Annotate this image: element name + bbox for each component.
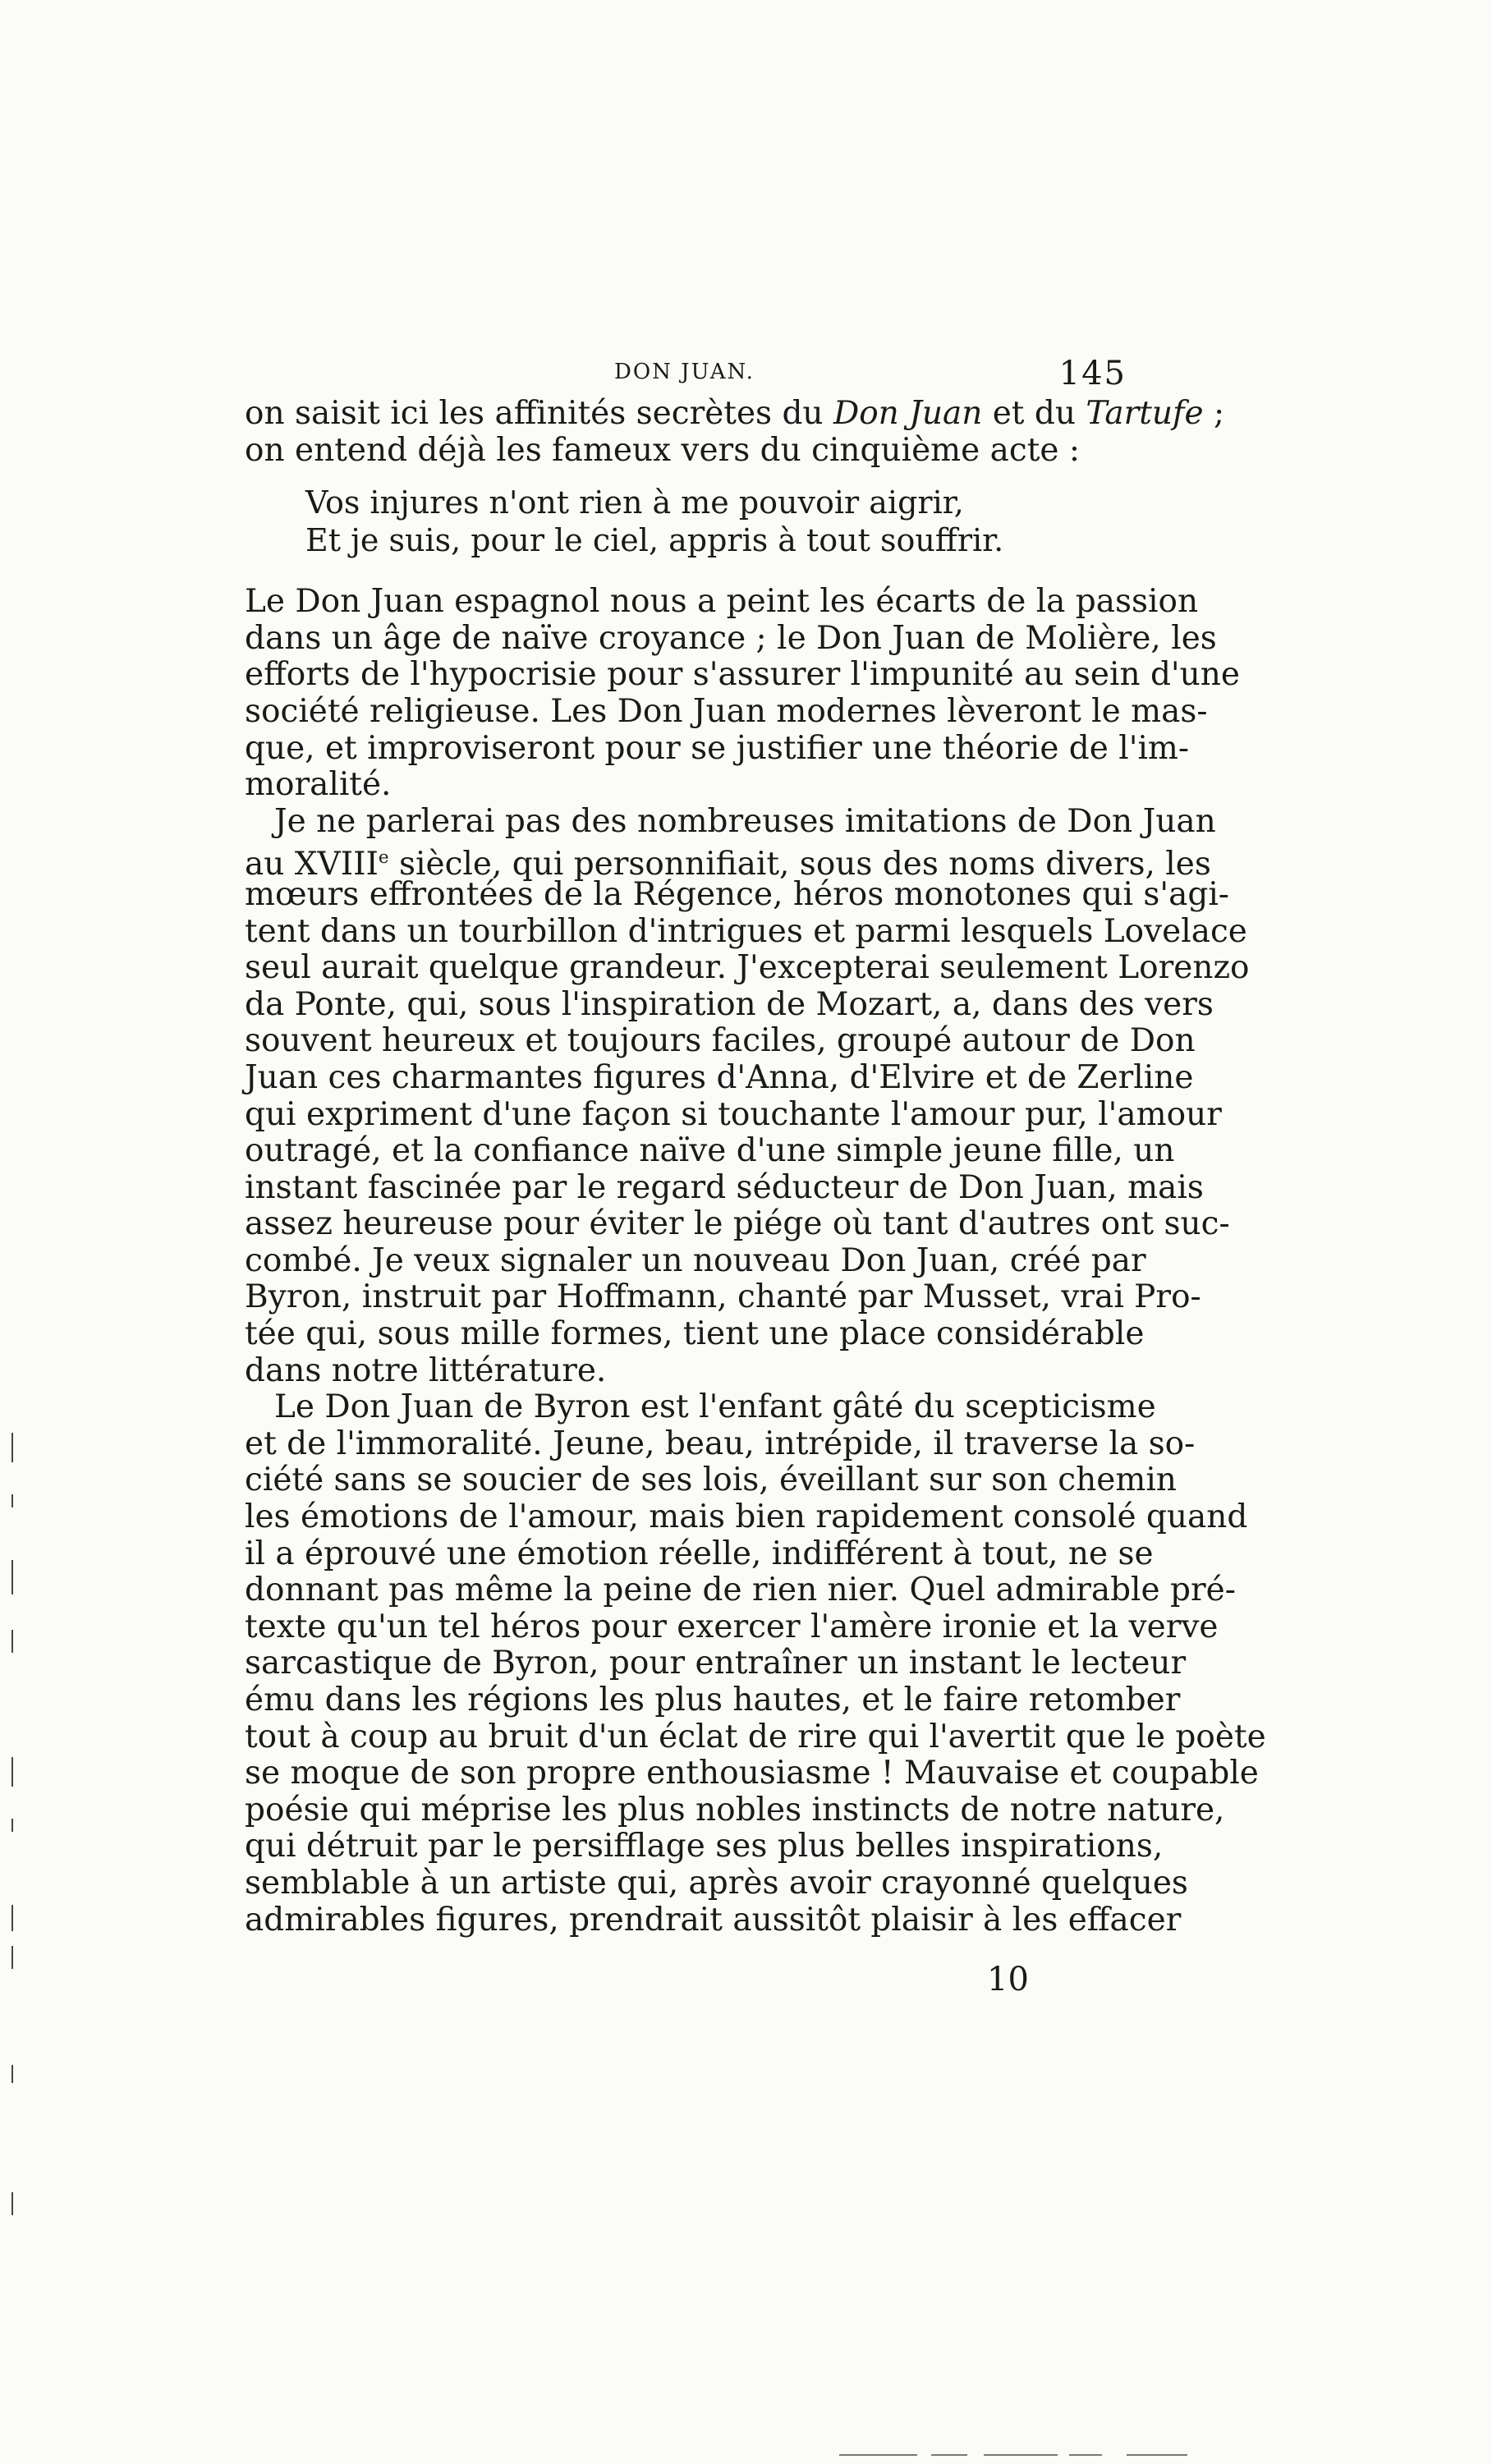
- text-line: et de l'immoralité. Jeune, beau, intrépide, il traverse la so-: [245, 1425, 1196, 1462]
- text-line: au XVIIIe siècle, qui personnifiait, sous des noms divers, les: [245, 846, 1211, 883]
- scan-mark: [11, 1560, 13, 1594]
- scan-mark: [1127, 2454, 1187, 2456]
- text-line: dans un âge de naïve croyance ; le Don Juan de Molière, les: [245, 619, 1217, 657]
- text-line: société religieuse. Les Don Juan modernes lèveront le mas-: [245, 692, 1208, 730]
- scan-mark: [11, 1905, 13, 1931]
- scan-mark: [11, 2192, 13, 2215]
- scan-mark: [11, 1819, 13, 1832]
- text-line: tout à coup au bruit d'un éclat de rire qui l'avertit que le poète: [245, 1718, 1266, 1755]
- verse-quotation: [245, 484, 1133, 559]
- scan-mark: [11, 1433, 13, 1462]
- text-line: on saisit ici les affinités secrètes du Don Juan et du Tartufe ;: [245, 395, 1225, 432]
- text-line: donnant pas même la peine de rien nier. Quel admirable pré-: [245, 1572, 1236, 1609]
- text-line: que, et improviseront pour se justifier une théorie de l'im-: [245, 729, 1190, 767]
- text-line: tent dans un tourbillon d'intrigues et parmi lesquels Lovelace: [245, 912, 1247, 950]
- text-line: admirables figures, prendrait aussitôt plaisir à les effacer: [245, 1901, 1182, 1939]
- text-line: mœurs effrontées de la Régence, héros monotones qui s'agi-: [245, 875, 1229, 913]
- text-line: sarcastique de Byron, pour entraîner un instant le lecteur: [245, 1645, 1187, 1682]
- text-line: Le Don Juan de Byron est l'enfant gâté du scepticisme: [274, 1388, 1156, 1426]
- text-line: assez heureuse pour éviter le piége où tant d'autres ont suc-: [245, 1205, 1230, 1243]
- text-line: da Ponte, qui, sous l'inspiration de Mozart, a, dans des vers: [245, 985, 1214, 1023]
- text-line: Je ne parlerai pas des nombreuses imitations de Don Juan: [274, 802, 1216, 840]
- text-line: moralité.: [245, 766, 392, 804]
- running-title: DON JUAN.: [614, 360, 755, 384]
- text-line: poésie qui méprise les plus nobles instincts de notre nature,: [245, 1791, 1225, 1828]
- text-line: qui détruit par le persifflage ses plus belles inspirations,: [245, 1828, 1164, 1865]
- page-number: 145: [1058, 355, 1127, 392]
- scan-mark: [11, 1946, 13, 1969]
- text-line: ému dans les régions les plus hautes, et le faire retomber: [245, 1682, 1181, 1718]
- running-head: [245, 355, 1133, 396]
- verse-line: Et je suis, pour le ciel, appris à tout souffrir.: [305, 522, 1004, 559]
- text-line: les émotions de l'amour, mais bien rapidement consolé quand: [245, 1498, 1248, 1536]
- text-line: combé. Je veux signaler un nouveau Don Juan, créé par: [245, 1241, 1146, 1279]
- opening-paragraph: [245, 395, 1225, 469]
- text-line: Le Don Juan espagnol nous a peint les écarts de la passion: [245, 583, 1199, 621]
- scan-mark: [11, 2065, 13, 2083]
- text-line: qui expriment d'une façon si touchante l'amour pur, l'amour: [245, 1095, 1222, 1133]
- scan-mark: [11, 1630, 13, 1653]
- text-block: [245, 355, 1266, 1939]
- italic-title: Don Juan: [833, 395, 983, 432]
- text-line: instant fascinée par le regard séducteur de Don Juan, mais: [245, 1168, 1204, 1206]
- scan-mark: [11, 1494, 13, 1507]
- text-line: on entend déjà les fameux vers du cinquième acte :: [245, 431, 1080, 469]
- text-line: souvent heureux et toujours faciles, groupé autour de Don: [245, 1022, 1196, 1060]
- verse-line: Vos injures n'ont rien à me pouvoir aigrir,: [305, 484, 964, 521]
- scan-mark: [984, 2454, 1058, 2456]
- paragraph: [245, 802, 1250, 1390]
- text-line: dans notre littérature.: [245, 1351, 607, 1389]
- text-line: semblable à un artiste qui, après avoir crayonné quelques: [245, 1864, 1188, 1902]
- text-line: outragé, et la confiance naïve d'une simple jeune fille, un: [245, 1132, 1175, 1170]
- text-line: ciété sans se soucier de ses lois, éveillant sur son chemin: [245, 1461, 1177, 1499]
- text-line: Juan ces charmantes figures d'Anna, d'Elvire et de Zerline: [245, 1058, 1194, 1096]
- paragraph: [245, 583, 1240, 804]
- signature-mark: 10: [987, 1961, 1029, 1998]
- scan-mark: [1069, 2454, 1102, 2456]
- text-line: efforts de l'hypocrisie pour s'assurer l'impunité au sein d'une: [245, 656, 1240, 694]
- text-line: se moque de son propre enthousiasme ! Mauvaise et coupable: [245, 1755, 1259, 1792]
- text-line: Byron, instruit par Hoffmann, chanté par Musset, vrai Pro-: [245, 1278, 1201, 1316]
- paragraph: [245, 1388, 1266, 1939]
- italic-title: Tartufe: [1086, 395, 1204, 432]
- text-line: il a éprouvé une émotion réelle, indifférent à tout, ne se: [245, 1535, 1154, 1572]
- text-line: texte qu'un tel héros pour exercer l'amère ironie et la verve: [245, 1608, 1219, 1645]
- text-line: seul aurait quelque grandeur. J'excepterai seulement Lorenzo: [245, 949, 1250, 987]
- superscript: e: [378, 847, 389, 869]
- text-line: tée qui, sous mille formes, tient une place considérable: [245, 1315, 1145, 1353]
- scan-mark: [931, 2454, 967, 2456]
- scan-mark: [839, 2454, 917, 2456]
- scan-mark: [11, 1757, 13, 1787]
